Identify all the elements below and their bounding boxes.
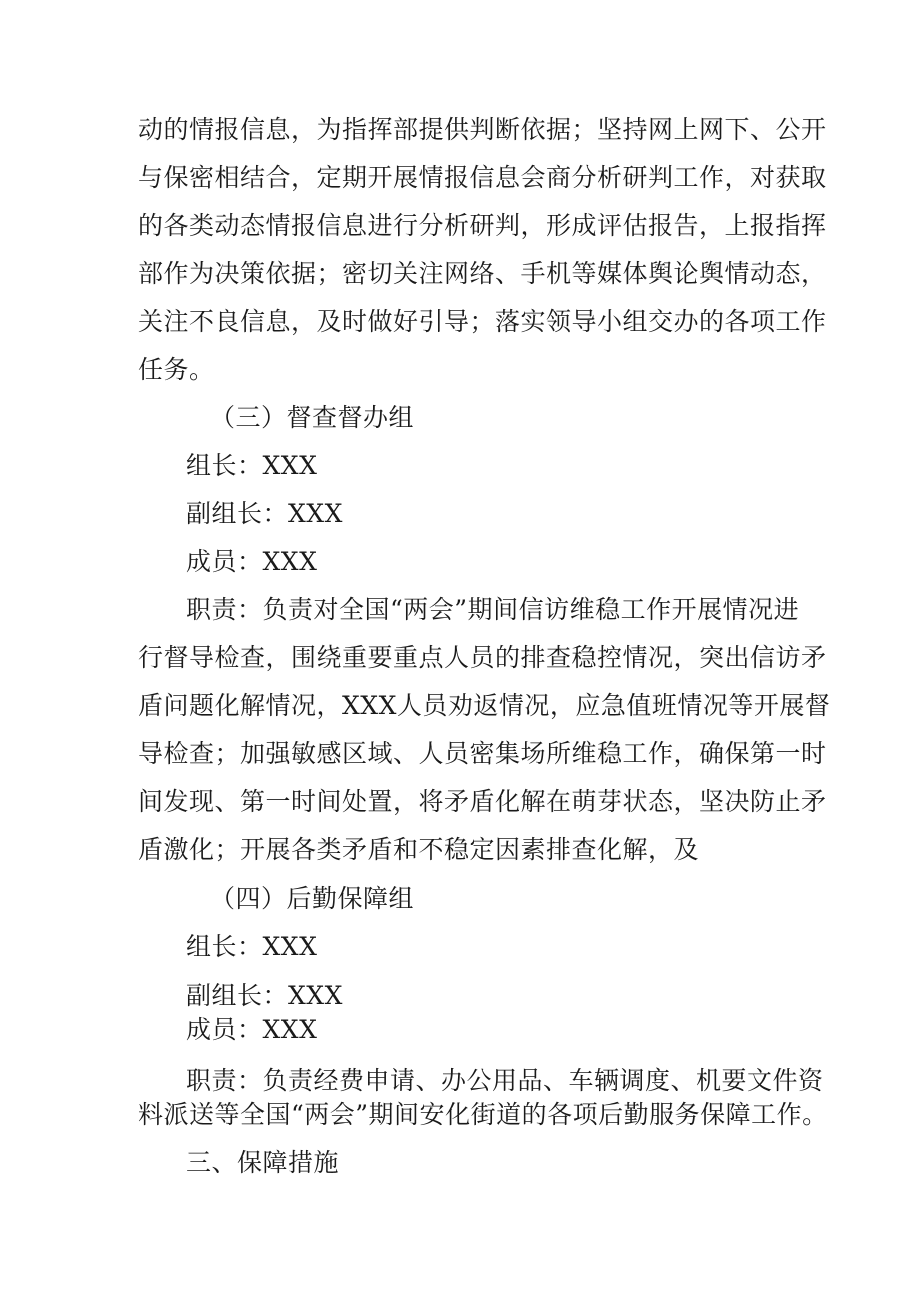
paragraph-line: 与保密相结合，定期开展情报信息会商分析研判工作，对获取 bbox=[138, 163, 827, 192]
logistics-members: 成员：XXX bbox=[186, 1015, 318, 1044]
paragraph-line: 关注不良信息，及时做好引导；落实领导小组交办的各项工作 bbox=[138, 307, 827, 336]
supervision-duty-line: 间发现、第一时间处置，将矛盾化解在萌芽状态，坚决防止矛 bbox=[138, 787, 827, 816]
paragraph-line: 的各类动态情报信息进行分析研判，形成评估报告，上报指挥 bbox=[138, 211, 827, 240]
supervision-duty-line: 盾激化；开展各类矛盾和不稳定因素排查化解，及 bbox=[138, 835, 700, 864]
section-heading-supervision: （三）督查督办组 bbox=[210, 403, 415, 432]
section-heading-measures: 三、保障措施 bbox=[186, 1148, 340, 1177]
supervision-members: 成员：XXX bbox=[186, 547, 318, 576]
paragraph-line: 部作为决策依据；密切关注网络、手机等媒体舆论舆情动态， bbox=[138, 259, 827, 288]
logistics-deputy-leader: 副组长：XXX bbox=[186, 981, 343, 1010]
supervision-leader: 组长：XXX bbox=[186, 451, 318, 480]
supervision-duty-line: 职责：负责对全国“两会”期间信访维稳工作开展情况进 bbox=[186, 595, 800, 624]
supervision-deputy-leader: 副组长：XXX bbox=[186, 499, 343, 528]
section-heading-logistics: （四）后勤保障组 bbox=[210, 884, 415, 913]
supervision-duty-line: 盾问题化解情况，XXX人员劝返情况，应急值班情况等开展督 bbox=[138, 691, 831, 720]
logistics-leader: 组长：XXX bbox=[186, 932, 318, 961]
supervision-duty-line: 行督导检查，围绕重要重点人员的排查稳控情况，突出信访矛 bbox=[138, 643, 827, 672]
logistics-duty-line: 职责：负责经费申请、办公用品、车辆调度、机要文件资 bbox=[186, 1066, 824, 1095]
logistics-duty-line: 料派送等全国“两会”期间安化街道的各项后勤服务保障工作。 bbox=[138, 1100, 828, 1129]
paragraph-line: 任务。 bbox=[138, 355, 215, 384]
paragraph-line: 动的情报信息，为指挥部提供判断依据；坚持网上网下、公开 bbox=[138, 115, 827, 144]
supervision-duty-line: 导检查；加强敏感区域、人员密集场所维稳工作，确保第一时 bbox=[138, 739, 827, 768]
